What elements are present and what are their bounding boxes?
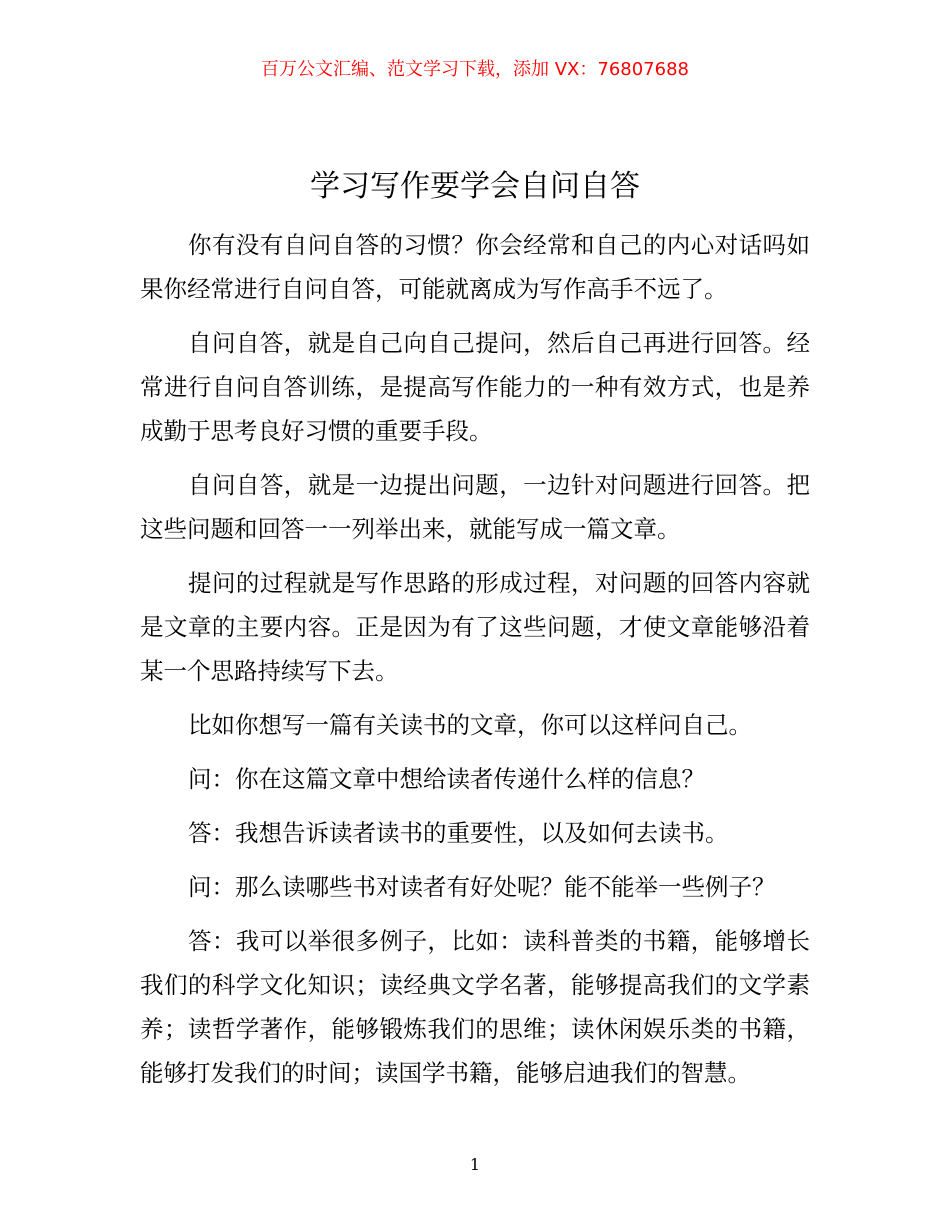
answer-paragraph: 答：我可以举很多例子，比如：读科普类的书籍，能够增长我们的科学文化知识；读经典文学名著，能够提高我们的文学素养；读哲学著作，能够锻炼我们的思维；读休闲娱乐类的书籍，能够打发我们的时间；读国学书籍，能够启迪我们的智慧。 [140,927,810,1087]
paragraph: 提问的过程就是写作思路的形成过程，对问题的回答内容就是文章的主要内容。正是因为有了这些问题，才使文章能够沿着某一个思路持续写下去。 [140,569,810,685]
question-paragraph: 问：你在这篇文章中想给读者传递什么样的信息？ [188,765,705,793]
document-body [140,223,810,1105]
question-paragraph: 问：那么读哪些书对读者有好处呢？能不能举一些例子？ [188,873,776,901]
paragraph: 自问自答，就是自己向自己提问，然后自己再进行回答。经常进行自问自答训练，是提高写作能力的一种有效方式，也是养成勤于思考良好习惯的重要手段。 [140,329,810,445]
paragraph: 你有没有自问自答的习惯？你会经常和自己的内心对话吗如果你经常进行自问自答，可能就离成为写作高手不远了。 [140,231,810,303]
document-title: 学习写作要学会自问自答 [310,169,640,204]
paragraph: 比如你想写一篇有关读书的文章，你可以这样问自己。 [188,711,752,739]
header-banner: 百万公文汇编、范文学习下载，添加 VX：76807688 [261,59,689,80]
answer-paragraph: 答：我想告诉读者读书的重要性，以及如何去读书。 [188,819,729,847]
paragraph: 自问自答，就是一边提出问题，一边针对问题进行回答。把这些问题和回答一一列举出来，就能写成一篇文章。 [140,471,810,543]
page-number: 1 [469,1155,481,1174]
